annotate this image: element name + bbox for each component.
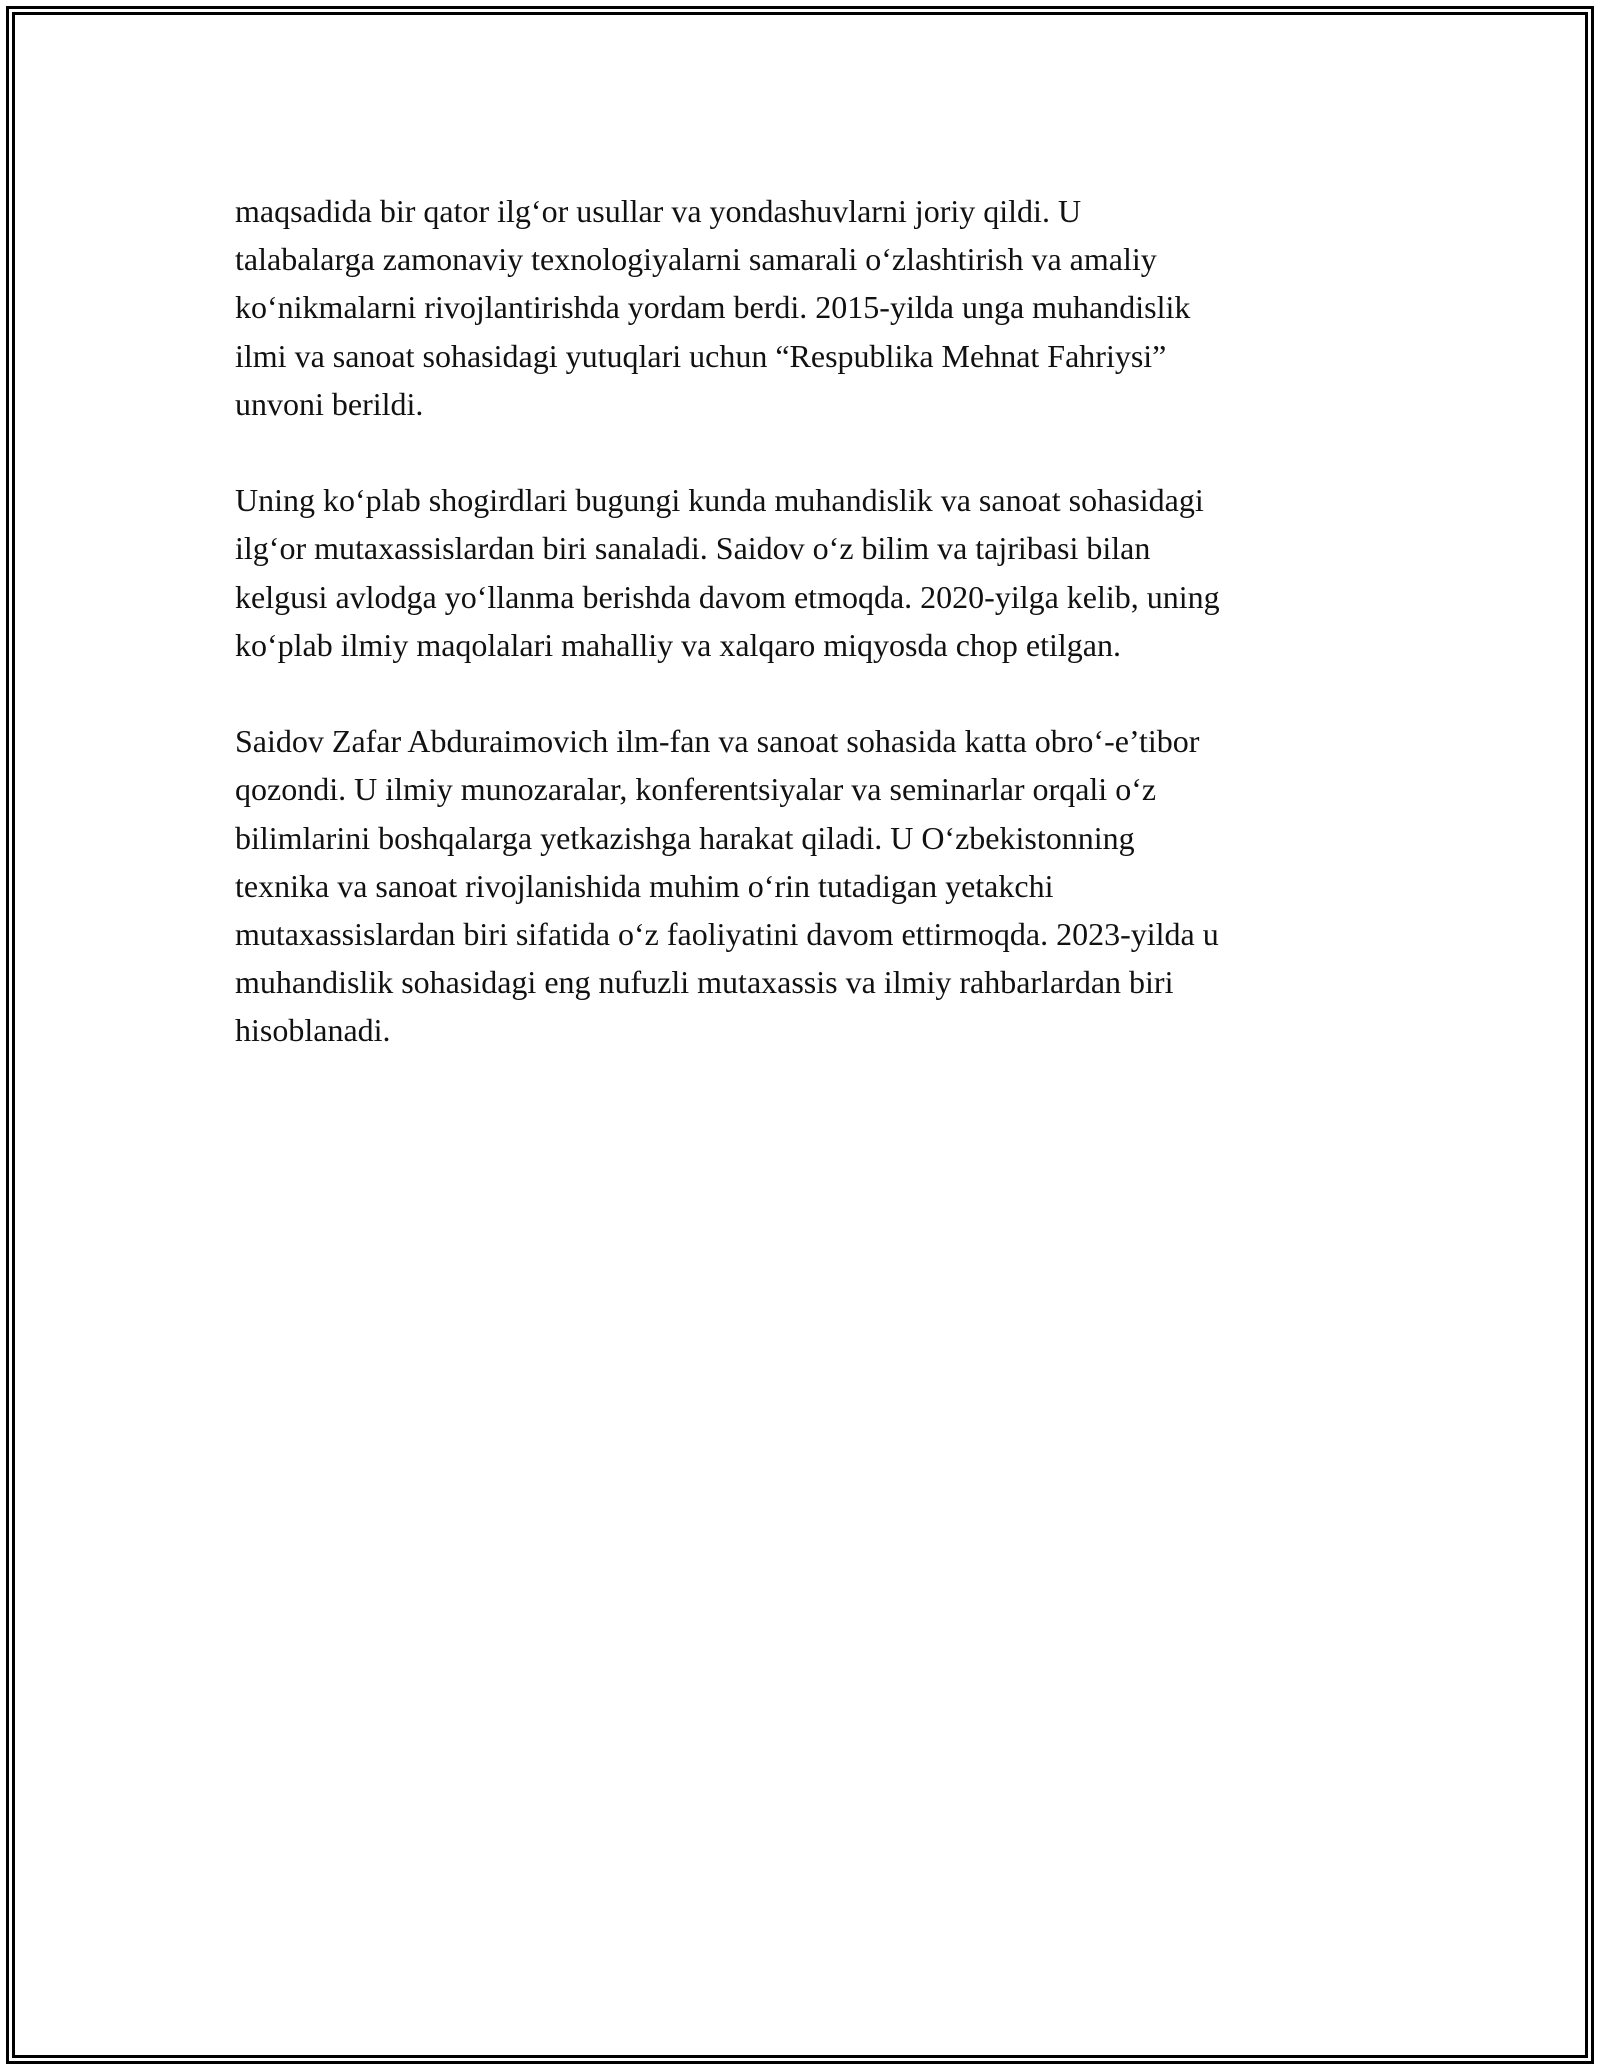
document-body <box>235 187 1375 1103</box>
paragraph-3: Saidov Zafar Abduraimovich ilm-fan va sanoat sohasida katta obro‘-e’tibor qozondi. U ilmiy munozaralar, konferentsiyalar va seminarlar orqali o‘z bilimlarini boshqalarga yetkazishga harakat qiladi. U O‘zbekistonning texnika va sanoat rivojlanishida muhim o‘rin tutadigan yetakchi mutaxassislardan biri sifatida o‘z faoliyatini davom ettirmoqda. 2023-yilda u muhandislik sohasidagi eng nufuzli mutaxassis va ilmiy rahbarlardan biri hisoblanadi. <box>235 723 1219 1049</box>
paragraph-1: maqsadida bir qator ilg‘or usullar va yondashuvlarni joriy qildi. U talabalarga zamonaviy texnologiyalarni samarali o‘zlashtirish va amaliy ko‘nikmalarni rivojlantirishda yordam berdi. 2015-yilda unga muhandislik ilmi va sanoat sohasidagi yutuqlari uchun “Respublika Mehnat Fahriysi” unvoni berildi. <box>235 193 1191 422</box>
paragraph-2: Uning ko‘plab shogirdlari bugungi kunda muhandislik va sanoat sohasidagi ilg‘or mutaxassislardan biri sanaladi. Saidov o‘z bilim va tajribasi bilan kelgusi avlodga yo‘llanma berishda davom etmoqda. 2020-yilga kelib, uning ko‘plab ilmiy maqolalari mahalliy va xalqaro miqyosda chop etilgan. <box>235 482 1220 663</box>
